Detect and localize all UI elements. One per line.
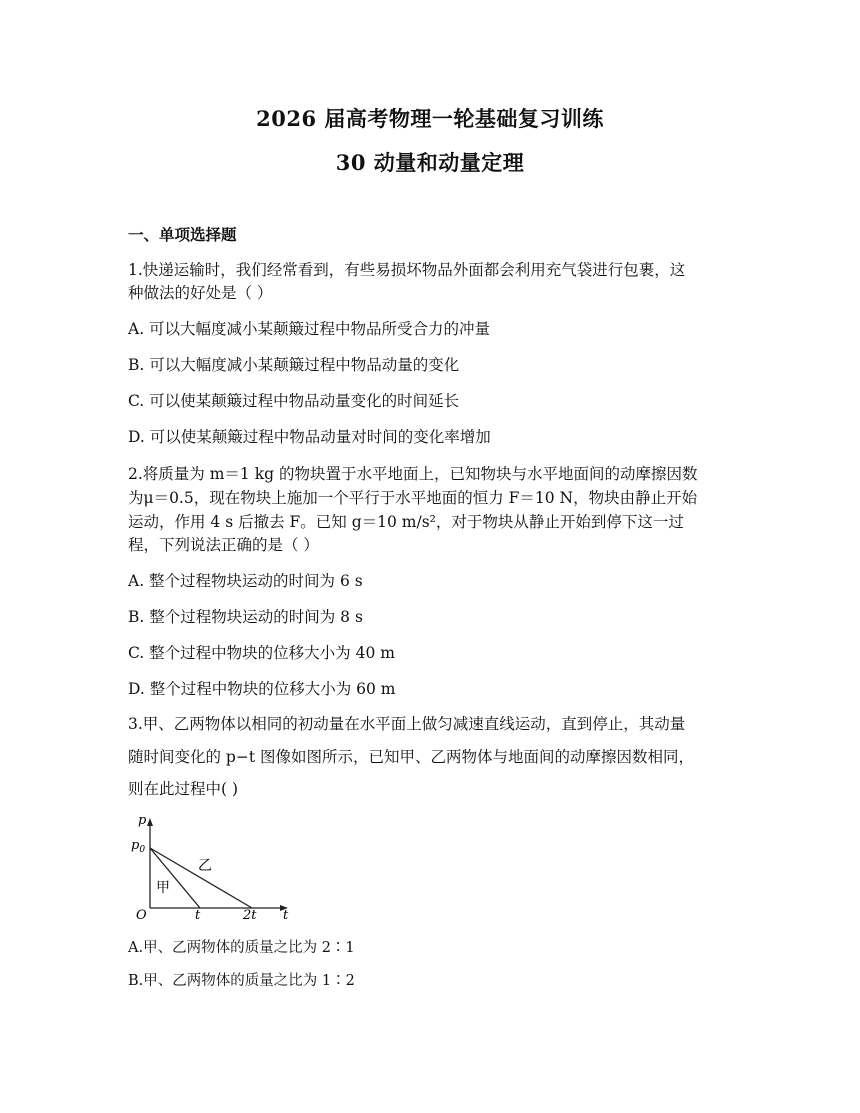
q2-stem-line3: 运动，作用 4 s 后撤去 F。已知 g＝10 m/s²，对于物块从静止开始到停下这一过 bbox=[128, 513, 684, 531]
tick-t-label: t bbox=[195, 908, 201, 923]
q2-stem-line4: 程，下列说法正确的是（ ） bbox=[128, 536, 319, 554]
doc-subtitle: 30 动量和动量定理 bbox=[335, 150, 525, 175]
q1-option-b: B. 可以大幅度减小某颠簸过程中物品动量的变化 bbox=[128, 356, 460, 374]
q1-stem-line1: 1.快递运输时，我们经常看到，有些易损坏物品外面都会利用充气袋进行包裹，这 bbox=[128, 261, 686, 279]
tick-2t-label: 2t bbox=[243, 908, 257, 923]
x-axis-label: t bbox=[283, 908, 289, 923]
q2-option-c: C. 整个过程中物块的位移大小为 40 m bbox=[128, 644, 395, 662]
section-heading: 一、单项选择题 bbox=[128, 225, 237, 244]
y-axis-label: p bbox=[138, 813, 147, 828]
line-jia bbox=[150, 848, 200, 908]
q2-stem-line1: 2.将质量为 m＝1 kg 的物块置于水平地面上，已知物块与水平地面间的动摩擦因数 bbox=[128, 465, 698, 483]
q1-option-d: D. 可以使某颠簸过程中物品动量对时间的变化率增加 bbox=[128, 428, 491, 446]
line-yi bbox=[150, 848, 252, 908]
q1-option-c: C. 可以使某颠簸过程中物品动量变化的时间延长 bbox=[128, 392, 460, 410]
y-axis-arrow bbox=[147, 818, 153, 826]
q2-option-a: A. 整个过程物块运动的时间为 6 s bbox=[128, 572, 363, 590]
q3-stem-line3: 则在此过程中( ) bbox=[128, 780, 239, 798]
doc-title: 2026 届高考物理一轮基础复习训练 bbox=[256, 106, 604, 131]
q2-stem-line2: 为μ＝0.5，现在物块上施加一个平行于水平地面的恒力 F＝10 N，物块由静止开始 bbox=[128, 489, 698, 507]
q3-option-b: B.甲、乙两物体的质量之比为 1∶2 bbox=[128, 973, 355, 989]
q3-stem-line2: 随时间变化的 p−t 图像如图所示，已知甲、乙两物体与地面间的动摩擦因数相同， bbox=[128, 748, 694, 766]
q3-stem-line1: 3.甲、乙两物体以相同的初动量在水平面上做匀减速直线运动，直到停止，其动量 bbox=[128, 715, 686, 733]
yi-label: 乙 bbox=[198, 858, 212, 874]
q2-option-b: B. 整个过程物块运动的时间为 8 s bbox=[128, 608, 363, 626]
q3-option-a: A.甲、乙两物体的质量之比为 2∶1 bbox=[128, 940, 355, 956]
q2-option-d: D. 整个过程中物块的位移大小为 60 m bbox=[128, 680, 396, 698]
jia-label: 甲 bbox=[156, 880, 170, 896]
p-t-graph bbox=[128, 812, 298, 924]
q1-option-a: A. 可以大幅度减小某颠簸过程中物品所受合力的冲量 bbox=[128, 320, 491, 338]
origin-label: O bbox=[136, 908, 147, 923]
p0-label: $p_0$ bbox=[131, 838, 146, 855]
q1-stem-line2: 种做法的好处是（ ） bbox=[128, 284, 273, 302]
